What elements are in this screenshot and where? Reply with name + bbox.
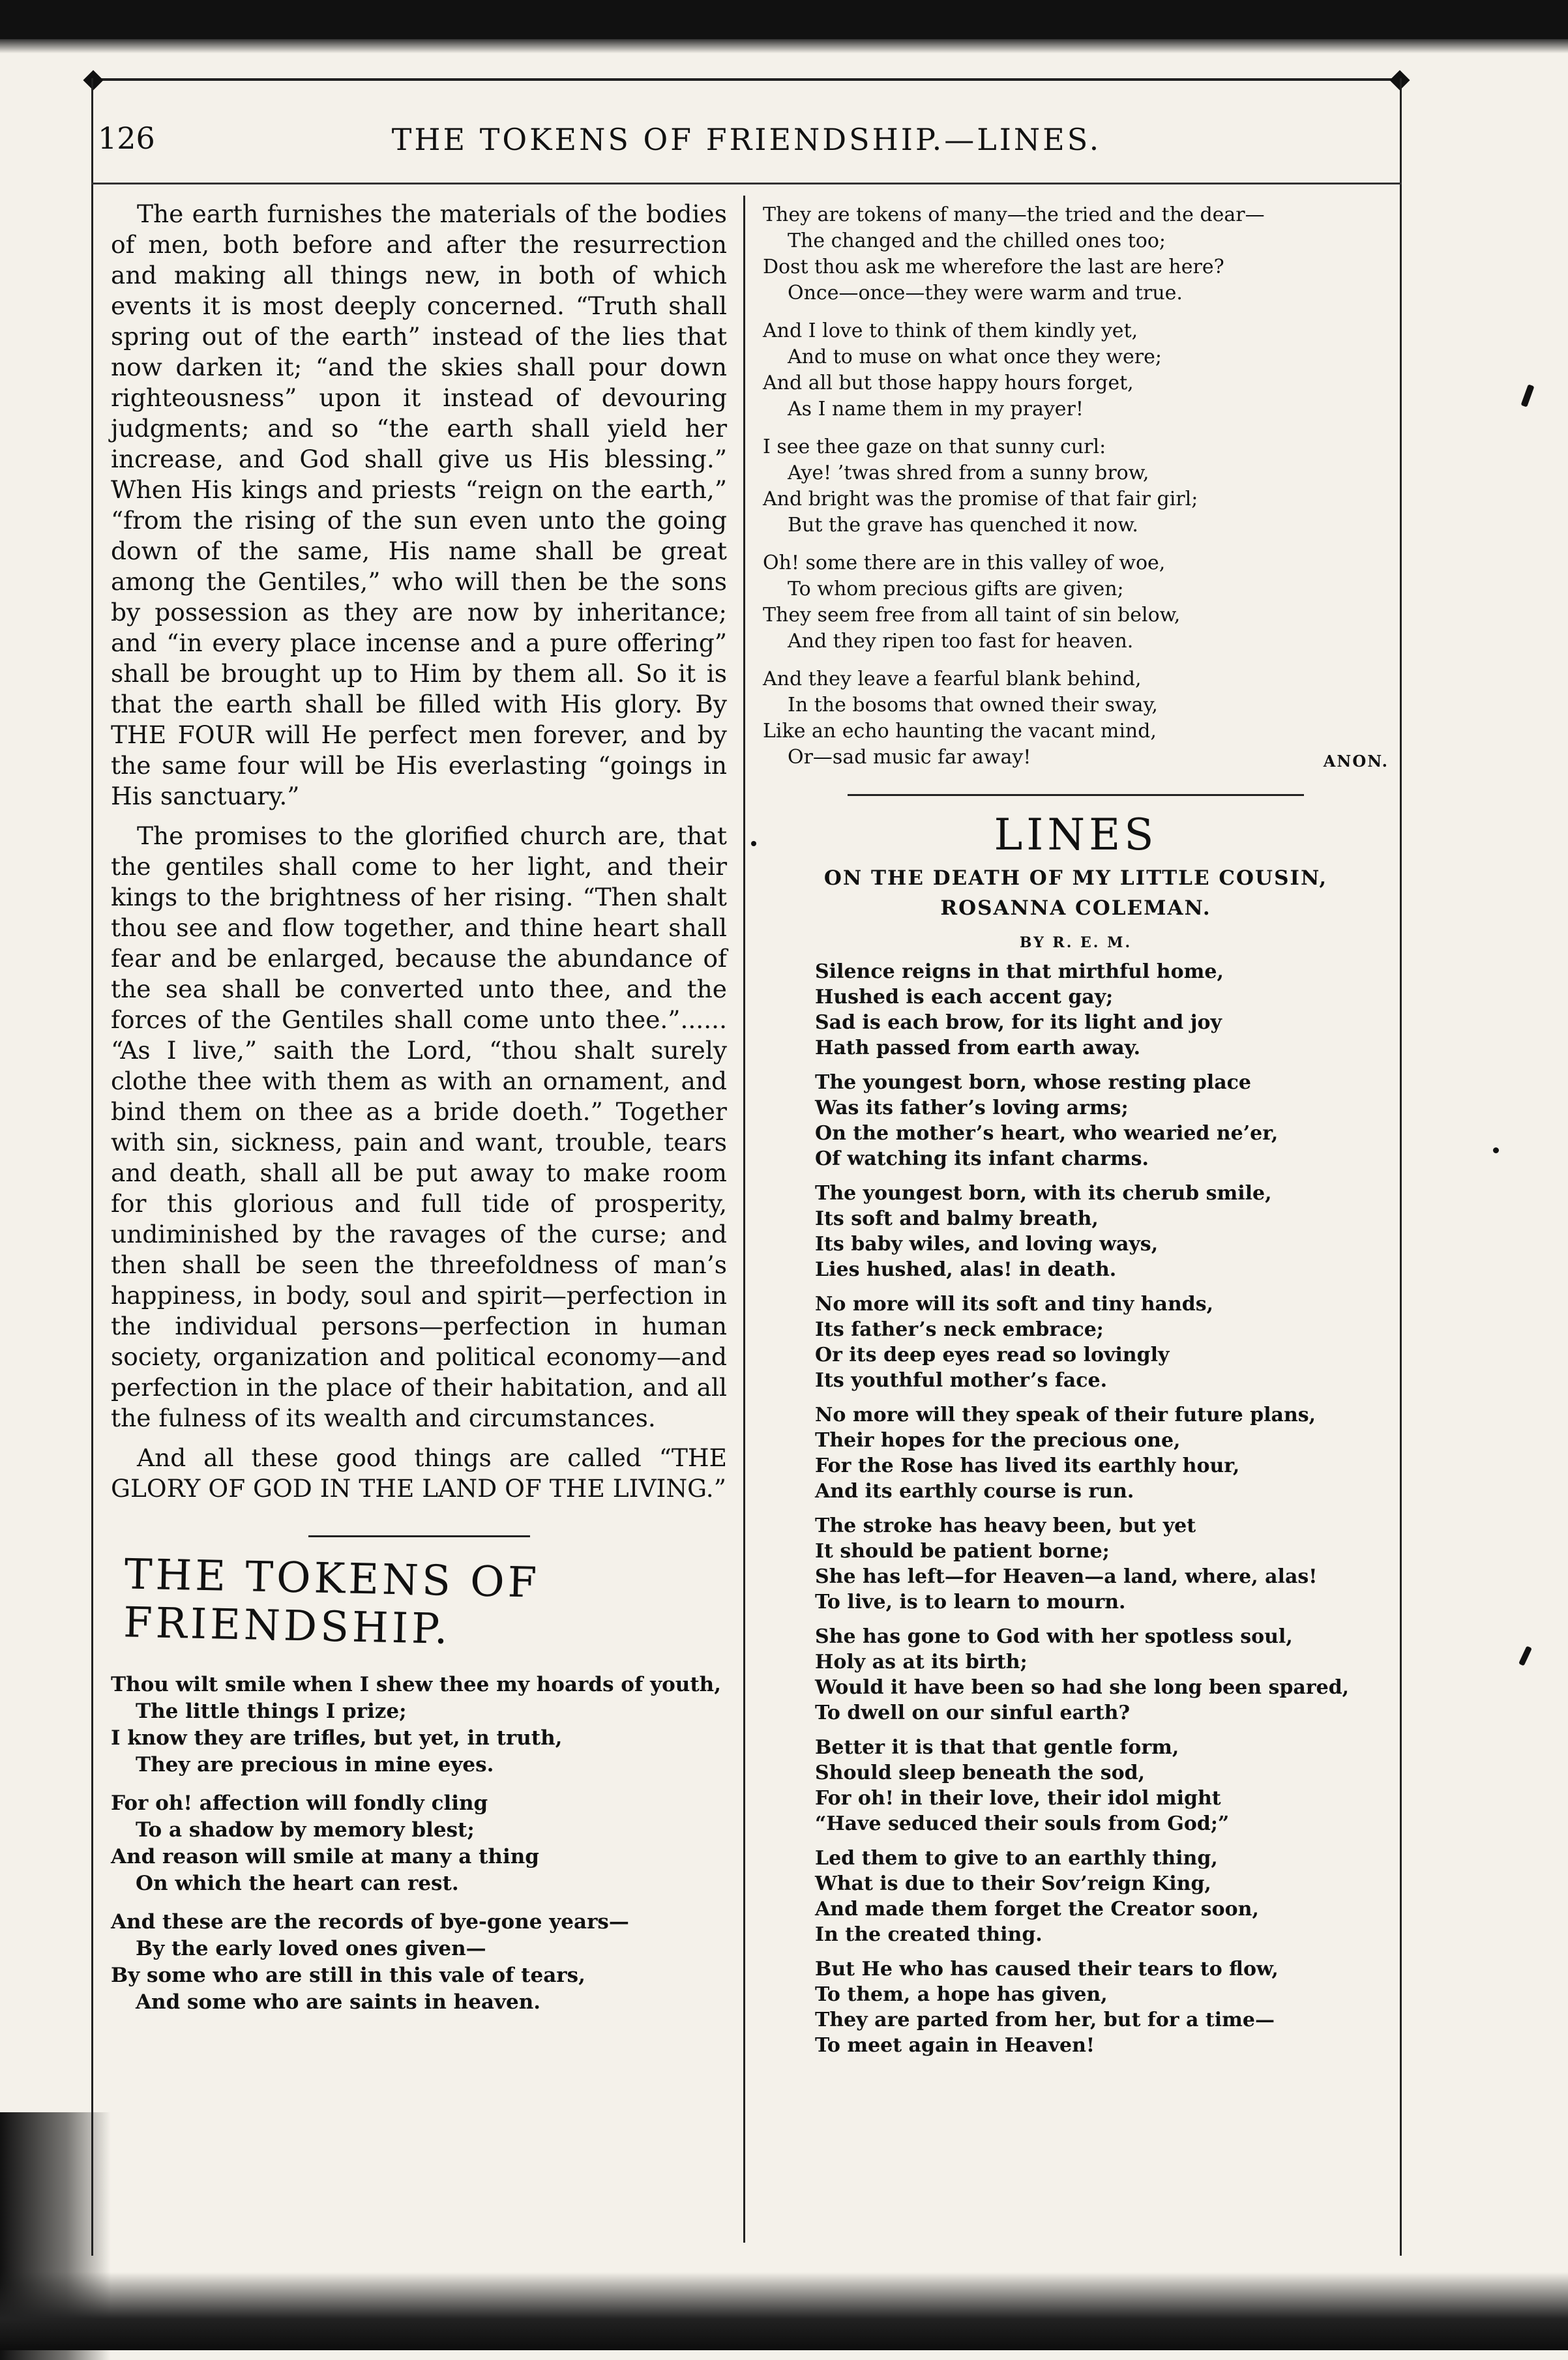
verse-line: No more will its soft and tiny hands,: [815, 1293, 1214, 1316]
verse-line: And all but those happy hours forget,: [763, 372, 1134, 394]
verse-line: But the grave has quenched it now.: [788, 514, 1138, 537]
verse-line: Or—sad music far away!: [788, 746, 1031, 769]
lines-subtitle: ON THE DEATH OF MY LITTLE COUSIN,: [823, 866, 1328, 890]
verse-line: Should sleep beneath the sod,: [815, 1762, 1146, 1784]
poem-signature: ANON.: [1323, 752, 1389, 771]
verse-line: To dwell on our sinful earth?: [815, 1702, 1131, 1724]
stanza: [815, 1291, 1389, 1393]
stanza: [763, 318, 1389, 422]
verse-line: They seem free from all taint of sin below,: [763, 604, 1181, 627]
verse-line: But He who has caused their tears to flow,: [815, 1958, 1279, 1981]
verse-line: Their hopes for the precious one,: [815, 1429, 1181, 1452]
ink-speck: [1518, 1646, 1532, 1666]
ink-speck: [1493, 1147, 1499, 1153]
verse-line: The youngest born, whose resting place: [815, 1071, 1251, 1094]
stanza: [763, 666, 1389, 771]
verse-line: They are precious in mine eyes.: [136, 1753, 494, 1777]
verse-line: The stroke has heavy been, but yet: [815, 1514, 1196, 1537]
stanza: [111, 1909, 727, 2016]
stanza: [763, 434, 1389, 538]
top-ornamental-rule: [91, 78, 1402, 81]
verse-line: On which the heart can rest.: [136, 1872, 459, 1895]
section-rule: [848, 794, 1304, 796]
verse-line: And some who are saints in heaven.: [136, 1990, 541, 2014]
left-column: [111, 199, 727, 2028]
stanza: [111, 1672, 727, 1778]
verse-line: Would it have been so had she long been spared,: [815, 1676, 1350, 1699]
poem-title: THE TOKENS OF FRIENDSHIP.: [123, 1550, 540, 1654]
verse-line: Oh! some there are in this valley of woe,: [763, 552, 1166, 574]
column-divider: [743, 196, 745, 2243]
verse-line: “Have seduced their souls from God;”: [815, 1812, 1230, 1835]
stanza: [815, 1846, 1389, 1947]
ink-speck: [1520, 384, 1534, 407]
verse-line: I know they are trifles, but yet, in truth,: [111, 1726, 563, 1750]
verse-line: By the early loved ones given—: [136, 1937, 486, 1960]
stanza: [111, 1790, 727, 1897]
printed-page: [91, 78, 1402, 2256]
verse-line: And bright was the promise of that fair girl;: [763, 488, 1198, 510]
scan-bottom-edge: [0, 2272, 1568, 2350]
verse-line: As I name them in my prayer!: [788, 398, 1084, 420]
verse-line: On the mother’s heart, who wearied ne’er,: [815, 1122, 1279, 1145]
verse-line: To a shadow by memory blest;: [136, 1818, 475, 1842]
verse-line: In the created thing.: [815, 1923, 1043, 1946]
stanza: [815, 1402, 1389, 1504]
page-header: [91, 114, 1402, 173]
stanza: [815, 1735, 1389, 1836]
verse-line: Like an echo haunting the vacant mind,: [763, 720, 1157, 743]
verse-line: Better it is that that gentle form,: [815, 1736, 1179, 1759]
running-title: THE TOKENS OF FRIENDSHIP.—LINES.: [391, 122, 1102, 157]
paragraph: The earth furnishes the materials of the bodies of men, both before and after the resurrection and making all things new, in both of which events it is most deeply concerned. “Truth shall spring out of the earth” instead of the lies that now darken it; “and the skies shall pour down righteousness” upon it instead of devouring judgments; and so “the earth shall yield her increase, and God shall give us His blessing.” When His kings and priests “reign on the earth,” “from the rising of the sun even unto the going down of the same, His name shall be great among the Gentiles,” who will then be the sons by possession as they are now by inheritance; and “in every place incense and a pure offering” shall be brought up to Him by them all. So it is that the earth shall be filled with His glory. By THE FOUR will He perfect men forever, and by the same four will be His everlasting “goings in His sanctuary.”: [111, 199, 727, 810]
verse-line: I see thee gaze on that sunny curl:: [763, 435, 1106, 458]
verse-line: She has left—for Heaven—a land, where, alas!: [815, 1565, 1318, 1588]
header-rule: [91, 183, 1402, 184]
verse-line: And reason will smile at many a thing: [111, 1845, 539, 1868]
tokens-poem-part-1: [111, 1672, 727, 2016]
verse-line: The little things I prize;: [136, 1700, 407, 1723]
verse-line: She has gone to God with her spotless soul,: [815, 1625, 1293, 1648]
verse-line: Its father’s neck embrace;: [815, 1318, 1104, 1341]
verse-line: Dost thou ask me wherefore the last are here?: [763, 256, 1224, 278]
verse-line: Or its deep eyes read so lovingly: [815, 1344, 1170, 1366]
verse-line: And its earthly course is run.: [815, 1480, 1134, 1503]
verse-line: To meet again in Heaven!: [815, 2034, 1095, 2057]
verse-line: For oh! affection will fondly cling: [111, 1792, 488, 1815]
verse-line: They are parted from her, but for a time—: [815, 2009, 1275, 2031]
lines-subtitle: ROSANNA COLEMAN.: [940, 896, 1211, 920]
verse-line: Lies hushed, alas! in death.: [815, 1258, 1117, 1281]
stanza: [815, 1624, 1389, 1726]
verse-line: To them, a hope has given,: [815, 1983, 1108, 2006]
section-rule: [308, 1535, 530, 1537]
verse-line: Aye! ’twas shred from a sunny brow,: [788, 462, 1149, 484]
verse-line: To whom precious gifts are given;: [788, 578, 1124, 600]
verse-line: And I love to think of them kindly yet,: [763, 319, 1138, 342]
verse-line: To live, is to learn to mourn.: [815, 1591, 1126, 1614]
verse-line: Once—once—they were warm and true.: [788, 282, 1183, 304]
verse-line: Led them to give to an earthly thing,: [815, 1847, 1218, 1870]
verse-line: Holy as at its birth;: [815, 1651, 1028, 1674]
stanza: [815, 1956, 1389, 2058]
stanza: [763, 550, 1389, 655]
page-number: 126: [98, 121, 155, 156]
verse-line: Silence reigns in that mirthful home,: [815, 960, 1224, 983]
verse-line: It should be patient borne;: [815, 1540, 1110, 1563]
verse-line: Hath passed from earth away.: [815, 1037, 1141, 1059]
poem-byline: BY R. E. M.: [1019, 934, 1132, 951]
verse-line: And they ripen too fast for heaven.: [788, 630, 1134, 653]
left-frame-rule: [91, 78, 93, 2256]
verse-line: Thou wilt smile when I shew thee my hoards of youth,: [111, 1673, 721, 1696]
verse-line: Hushed is each accent gay;: [815, 986, 1114, 1009]
verse-line: And these are the records of bye-gone years—: [111, 1910, 629, 1934]
verse-line: And they leave a fearful blank behind,: [763, 668, 1142, 690]
verse-line: The changed and the chilled ones too;: [788, 229, 1166, 252]
verse-line: No more will they speak of their future plans,: [815, 1404, 1316, 1426]
lines-title: LINES: [994, 810, 1158, 860]
verse-line: The youngest born, with its cherub smile,: [815, 1182, 1272, 1205]
verse-line: And made them forget the Creator soon,: [815, 1898, 1259, 1921]
verse-line: In the bosoms that owned their sway,: [788, 694, 1158, 716]
verse-line: Sad is each brow, for its light and joy: [815, 1011, 1222, 1034]
paragraph: And all these good things are called “THE GLORY OF GOD IN THE LAND OF THE LIVING.”: [111, 1443, 727, 1503]
stanza: [815, 959, 1389, 1061]
stanza: [763, 202, 1389, 306]
verse-line: Its youthful mother’s face.: [815, 1369, 1108, 1392]
verse-line: Its baby wiles, and loving ways,: [815, 1233, 1159, 1256]
verse-line: For oh! in their love, their idol might: [815, 1787, 1221, 1810]
tokens-poem-part-2: [763, 202, 1389, 771]
verse-line: By some who are still in this vale of tears,: [111, 1964, 585, 1987]
stanza: [815, 1513, 1389, 1615]
verse-line: And to muse on what once they were;: [788, 346, 1162, 368]
verse-line: Of watching its infant charms.: [815, 1147, 1149, 1170]
lines-poem: [763, 959, 1389, 2058]
right-column: [763, 202, 1389, 2067]
stanza: [815, 1070, 1389, 1172]
right-frame-rule: [1400, 78, 1402, 2256]
paragraph: The promises to the glorified church are, that the gentiles shall come to her light, and their kings to the brightness of her rising. “Then shalt thou see and flow together, and thine heart shall fear and be enlarged, because the abundance of the sea shall be converted unto thee, and the forces of the Gentiles shall come unto thee.”...... “As I live,” saith the Lord, “thou shalt surely clothe thee with them as with an ornament, and bind them on thee as a bride doeth.” Together with sin, sickness, pain and want, trouble, tears and death, shall all be put away to make room for this glorious and full tide of prosperity, undiminished by the ravages of the curse; and then shall be seen the threefoldness of man’s happiness, in body, soul and spirit—perfection in the individual persons—perfection in human society, organization and political economy—and perfection in the place of their habitation, and all the fulness of its wealth and circumstances.: [111, 821, 727, 1432]
essay-text: [111, 199, 727, 1504]
verse-line: What is due to their Sov’reign King,: [815, 1872, 1211, 1895]
verse-line: They are tokens of many—the tried and the dear—: [763, 203, 1265, 226]
verse-line: For the Rose has lived its earthly hour,: [815, 1454, 1240, 1477]
verse-line: Was its father’s loving arms;: [815, 1097, 1129, 1119]
scan-top-edge: [0, 0, 1568, 39]
stanza: [815, 1181, 1389, 1282]
verse-line: Its soft and balmy breath,: [815, 1207, 1099, 1230]
